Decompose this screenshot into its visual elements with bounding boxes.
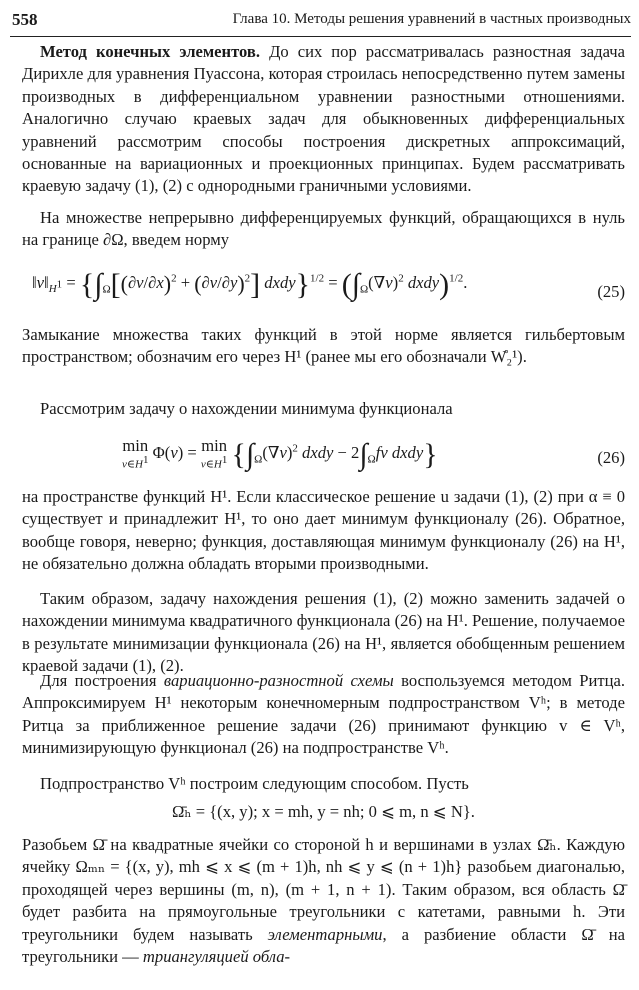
paragraph-minimum-property: на пространстве функций H¹. Если классическое решение u задачи (1), (2) при α ≡ 0 существует и принадлежит H¹, то оно дает минимум функционалу (26). Обратное, вообще говоря, неверно; функция, доставляющая минимум функционалу (26) на H¹, не обязательно должна обладать вторыми производными. <box>22 487 625 574</box>
emphasis-term: триангуляцией обла- <box>142 947 291 967</box>
emphasis-term: элементарными <box>267 924 383 944</box>
emphasis-term: вариационно-разностной схемы <box>163 671 394 690</box>
paragraph-hilbert-space: Замыкание множества таких функций в этой норме является гильбертовым пространством; обозначим его через H¹ (ранее мы его обозначали W̊₂¹). <box>22 325 625 367</box>
paragraph-triangulation: Разобьем Ω̄ на квадратные ячейки со стороной h и вершинами в узлах Ω̄ₕ. Каждую ячейку Ωₘₙ = {(x, y), mh ⩽ x ⩽ (m + 1)h, nh ⩽ y ⩽ (n + 1)h} разобьем диагональю, проходящей через вершины (m, n), (m + 1, n + 1). Таким образом, вся область Ω̄ будет разбита на прямоугольные треугольники с катетами, равными h. Эти треугольники будем называть элементарными, а разбиение области Ω̄ на треугольники — триангуляцией обла- <box>22 835 625 967</box>
functional-formula: min $v\in H^1$ Φ(v) = min $v\in H^1$ {$\int_\Omega(\nabla v)^2$ dxdy − $2\int_\Omega fv$ dxdy} <box>122 436 438 471</box>
paragraph-subspace: Подпространство Vʰ построим следующим способом. Пусть <box>40 774 469 793</box>
equation-number: (26) <box>597 448 625 467</box>
paragraph-ritz-method: Для построения вариационно-разностной схемы воспользуемся методом Ритца. Аппроксимируем H¹ некоторым конечномерным подпространством Vʰ; в методе Ритца за приближенное решение задачи (26) принимают функцию v ∈ Vʰ, минимизирующую функционал (26) на подпространстве Vʰ. <box>22 671 625 758</box>
norm-formula: $‖v‖_{H^1} = \{\int_\Omega[(\partial v/\partial x)^2 + (\partial v/\partial y)^2]$ dxdy}$^{1/2}$ = ($\int_\Omega(\nabla v)^2$ dxdy)$^{1/2}$. <box>32 268 468 301</box>
paragraph-generalized-solution: Таким образом, задачу нахождения решения (1), (2) можно заменить задачей о нахождении минимума квадратичного функционала (26) на H¹. Решение, получаемое в результате минимизации функционала (26) на H¹, является обобщенным решением краевой задачи (1), (2). <box>22 589 625 676</box>
equation-grid: Ω̄ₕ = {(x, y); x = mh, y = nh; 0 ⩽ m, n ⩽ N}. <box>172 802 475 821</box>
section-heading: Метод конечных элементов. <box>40 42 261 61</box>
paragraph-functional-intro: Рассмотрим задачу о нахождении минимума функционала <box>40 399 453 418</box>
page-header <box>10 8 631 37</box>
running-title: Глава 10. Методы решения уравнений в частных производных <box>232 11 631 27</box>
equation-25 <box>22 262 625 312</box>
paragraph-text: До сих пор рассматривалась разностная задача Дирихле для уравнения Пуассона, которая строилась непосредственно путем замены производных в дифференциальном уравнении разностными отношениями. Аналогично случаю краевых задач для обыкновенных дифференциальных уравнений рассмотрим способы построения дискретных аппроксимаций, основанные на вариационных и проекционных принципах. Будем рассматривать краевую задачу (1), (2) с однородными граничными условиями. <box>22 42 625 196</box>
equation-number: (25) <box>597 282 625 301</box>
page-number: 558 <box>12 10 38 29</box>
equation-26 <box>22 432 625 482</box>
paragraph-norm-intro: На множестве непрерывно дифференцируемых функций, обращающихся в нуль на границе ∂Ω, введем норму <box>22 208 625 250</box>
paragraph-fem-intro <box>22 41 625 198</box>
